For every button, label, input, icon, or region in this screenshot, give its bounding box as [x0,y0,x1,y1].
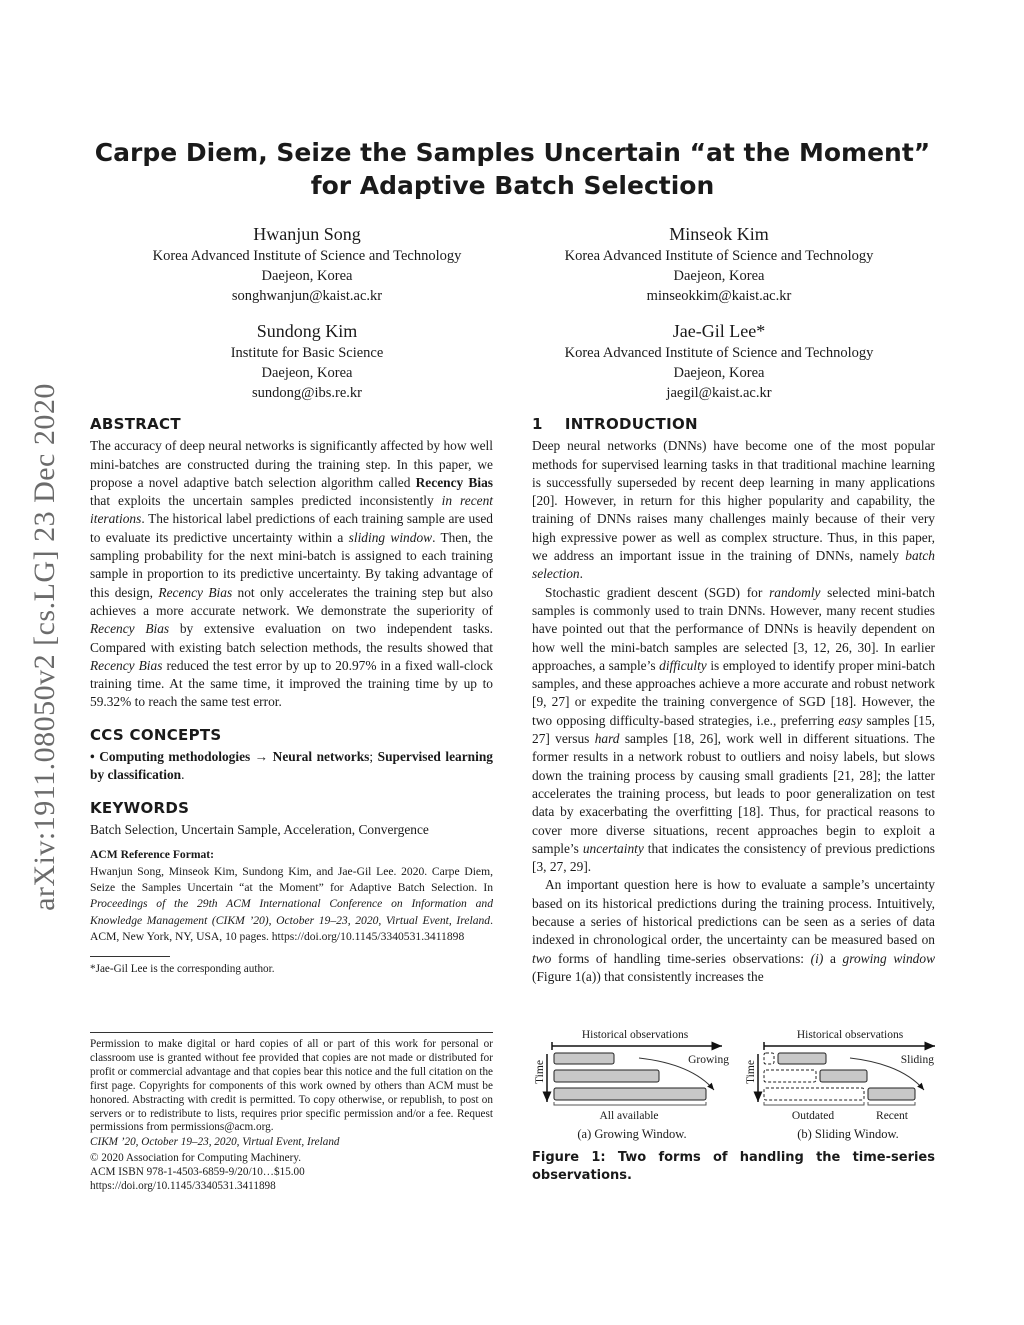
author-block [509,319,929,403]
outdated-label: Outdated [791,1110,835,1122]
intro-paragraph [532,876,935,986]
text-run: that indicates the consistency of previous predictions [3, 27, 29]. [532,840,935,875]
text-run: Recency Bias [158,584,233,600]
text-run: Deep neural networks (DNNs) have become one of the most popular methods for supervised learning tasks in that traditional machine learning is successfully superseded by recent deep learning in many applications [20]. However, in return for this higher popularity and capability, the training of DNNs raises many challenges mainly because of their very high expressive power as well as complex structure. Thus, in this paper, we address an important issue in the training of DNNs, namely [532,438,935,564]
keywords-text: Batch Selection, Uncertain Sample, Acceleration, Convergence [90,821,429,837]
text-run: Proceedings of the 29th ACM International Conference on Information and Knowledge Management (CIKM ’20), October 19–23, 2020, Virtual Event, Ireland [90,897,493,927]
author-block [97,222,517,306]
author-name: Jae-Gil Lee* [672,321,766,341]
historical-observations-label: Historical observations [796,1029,904,1041]
text-run: ; [369,749,378,765]
text-run: (i) [810,950,824,966]
author-affiliation: Korea Advanced Institute of Science and Technology [564,248,874,264]
author-block [509,222,929,306]
text-run: samples [18, 26], work well in different situations. The former results in a network robust to outliers and noisy labels, but slows down the training process by causing small gradients [21, 28]; the latter accelerates the training process, but leads to poor generalization on test data by exacerbating the overfitting [18]. Thus, for practical reasons to cover more diverse situations, recent approaches begin to exploit a sample’s [532,731,935,856]
venue: CIKM ’20, October 19–23, 2020, Virtual Event, Ireland [90,1136,340,1149]
abstract-heading: ABSTRACT [90,415,181,433]
panel-b-caption: (b) Sliding Window. [797,1127,899,1141]
text-run: sliding window [348,529,433,545]
text-run: Recency Bias [90,657,163,673]
footnote: *Jae-Gil Lee is the corresponding author. [90,962,275,975]
observation-bar [820,1070,867,1082]
intro-paragraph [532,584,935,877]
text-run: . [579,566,583,582]
text-run: Hwanjun Song, Minseok Kim, Sundong Kim, and Jae-Gil Lee. 2020. Carpe Diem, Seize the Samples Uncertain “at the Moment” for Adaptive Batch Selection. In [90,864,493,895]
text-run: a [823,950,843,966]
text-run: Recency Bias [90,621,170,637]
panel-a-caption: (a) Growing Window. [577,1127,687,1141]
text-run: is employed to identify proper mini-batch samples, and these approaches achieve a more accurate and robust network [9, 27] or expedite the training convergence of SGD [18]. However, the two opposing difficulty-based strategies, i.e., preferring [532,657,936,728]
author-email: minseokkim@kaist.ac.kr [646,288,792,304]
observation-bar [554,1070,659,1082]
author-location: Daejeon, Korea [673,268,765,284]
author-block [97,319,517,403]
author-location: Daejeon, Korea [261,365,353,381]
copyright: © 2020 Association for Computing Machinery. [90,1152,301,1165]
text-run: . Then, the sampling probability for the next mini-batch is assigned to each training sample in proportion to its predictive uncertainty. By taking advantage of this design, [90,529,493,600]
sliding-label: Sliding [900,1054,934,1066]
panel-sliding-window [745,1029,935,1141]
text-run: easy [838,712,863,728]
figure-1 [532,1024,935,1185]
author-location: Daejeon, Korea [673,365,765,381]
text-run: selected mini-batch samples is commonly used to train DNNs. However, many recent studies have pointed out that the performance of DNNs is heavily dependent on how well the mini-batch samples are selected [3, 12, 26, 30]. In earlier approaches, a sample’s [532,584,936,673]
text-run: (Figure 1(a)) that consistently increases the [532,968,764,984]
historical-observations-label: Historical observations [581,1029,689,1041]
permission-block [90,1032,493,1194]
text-run: • Computing methodologies → Neural networks [90,749,370,765]
text-run: reduced the test error by up to 20.97% in a fixed wall-clock training time. At the same time, it improved the training time by up to 59.32% to reach the same test error. [90,657,493,710]
text-run: Recency Bias [415,474,493,490]
title-line-1: Carpe Diem, Seize the Samples Uncertain “at the Moment” [94,138,931,167]
text-run: An important question here is how to evaluate a sample’s uncertainty based on its historical predictions during the training process. Intuitively, because a series of historical predictions can be seen as a series of data indexed in chronological order, the uncertainty can be measured based on [532,877,935,948]
doi-link[interactable]: https://doi.org/10.1145/3340531.3411898 [90,1180,276,1193]
arxiv-identifier: arXiv:1911.08050v2 [cs.LG] 23 Dec 2020 [28,383,61,911]
text-run: growing window [842,950,936,966]
observation-bar [554,1053,614,1064]
author-email: jaegil@kaist.ac.kr [666,385,772,401]
abstract-text [90,437,493,711]
ccs-text [90,748,493,785]
text-run: that exploits the uncertain samples predicted inconsistently [90,493,442,509]
figure-caption: Figure 1: Two forms of handling the time-series observations. [532,1150,935,1183]
text-run: two [532,950,552,966]
author-name: Sundong Kim [256,321,358,341]
author-email: sundong@ibs.re.kr [251,385,362,401]
text-run: not only accelerates the training step but also achieves a more accurate network. We demonstrate the superiority of [90,584,493,618]
author-affiliation: Institute for Basic Science [230,345,384,361]
intro-paragraph [532,437,935,583]
acm-reference-heading: ACM Reference Format: [90,848,215,862]
panel-growing-window [534,1029,729,1141]
observation-bar [868,1088,915,1100]
right-column [532,415,935,986]
keywords-heading: KEYWORDS [90,798,190,817]
text-run: in recent iterations [90,493,493,527]
text-run: Supervised learning by classification [90,749,493,783]
text-run: The accuracy of deep neural networks is significantly affected by how well mini-batches are constructed during the training step. In this paper, we propose a novel adaptive batch selection algorithm called [90,438,493,490]
recent-label: Recent [876,1110,908,1122]
text-run: . The historical label predictions of each training sample are used to evaluate its predictive uncertainty within a [90,511,493,545]
text-run: by extensive evaluation on two independent tasks. Compared with existing batch selection methods, the results showed that [90,621,493,655]
time-label: Time [745,1060,757,1084]
author-location: Daejeon, Korea [261,268,353,284]
left-column [90,415,493,977]
author-affiliation: Korea Advanced Institute of Science and Technology [564,345,874,361]
author-name: Minseok Kim [669,224,769,244]
footnote-rule [90,956,170,957]
text-run: forms of handling time-series observations: [551,950,811,966]
acm-reference [90,847,493,945]
text-run: Stochastic gradient descent (SGD) for [545,584,770,600]
text-run: uncertainty [582,840,644,856]
text-run: . [181,767,185,783]
text-run: randomly [769,584,821,600]
isbn: ACM ISBN 978-1-4503-6859-9/20/10…$15.00 [90,1166,305,1179]
author-affiliation: Korea Advanced Institute of Science and Technology [152,248,462,264]
author-email: songhwanjun@kaist.ac.kr [231,288,383,304]
introduction-heading: 1 INTRODUCTION [532,415,698,433]
acm-reference-text [90,864,493,946]
all-available-label: All available [599,1110,659,1122]
author-name: Hwanjun Song [253,224,361,244]
text-run: difficulty [659,657,707,673]
paper-title [90,136,935,202]
text-run: . ACM, New York, NY, USA, 10 pages. https://doi.org/10.1145/3340531.3411898 [90,913,493,944]
ccs-heading: CCS CONCEPTS [90,725,222,744]
growing-label: Growing [688,1054,729,1066]
time-label: Time [534,1060,546,1084]
observation-bar [554,1088,706,1100]
text-run: hard [594,731,620,747]
text-run: samples [15, 27] versus [532,712,935,747]
observation-bar [778,1053,826,1064]
title-line-2: for Adaptive Batch Selection [310,171,715,200]
permission-text: Permission to make digital or hard copies of all or part of this work for personal or classroom use is granted without fee provided that copies are not made or distributed for profit or commercial advantage and that copies bear this notice and the full citation on the first page. Copyrights for components of this work owned by others than ACM must be honored. Abstracting with credit is permitted. To copy otherwise, or republish, to post on servers or to redistribute to lists, requires prior specific permission and/or a fee. Request permissions from permissions@acm.org. [90,1038,493,1134]
text-run: batch selection [532,548,935,582]
